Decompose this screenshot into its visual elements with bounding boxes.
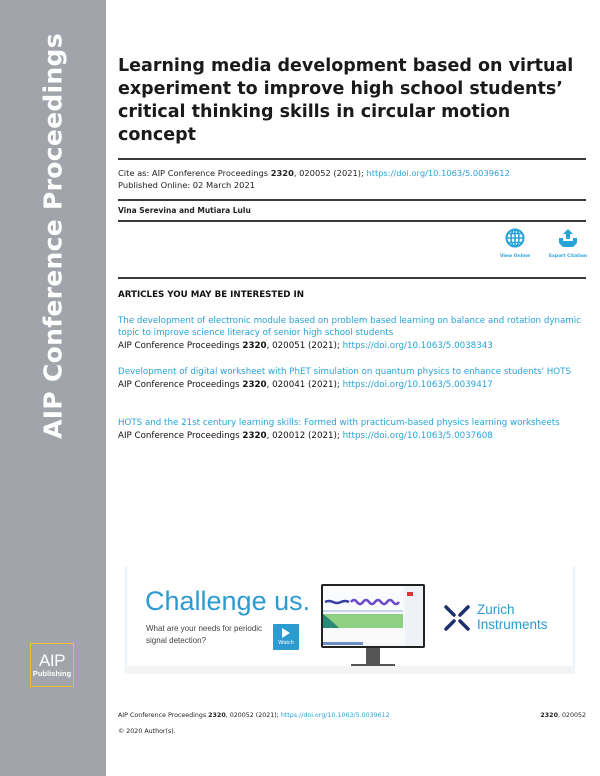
related-article-ref bbox=[118, 430, 586, 443]
related-article bbox=[118, 417, 586, 443]
play-icon bbox=[282, 628, 290, 638]
published-date: Published Online: 02 March 2021 bbox=[118, 180, 256, 190]
citation-block bbox=[118, 167, 510, 191]
related-article bbox=[118, 366, 586, 392]
ref-doi-link[interactable]: https://doi.org/10.1063/5.0039417 bbox=[342, 380, 493, 390]
ref-suffix: , 020041 (2021); bbox=[266, 380, 343, 390]
ref-prefix: AIP Conference Proceedings bbox=[118, 431, 243, 441]
signal-plot-graphic bbox=[323, 586, 423, 646]
copyright: © 2020 Author(s). bbox=[118, 728, 176, 735]
globe-icon bbox=[505, 228, 525, 248]
ref-doi-link[interactable]: https://doi.org/10.1063/5.0037608 bbox=[342, 431, 493, 441]
watch-button[interactable] bbox=[273, 624, 299, 650]
logo-aip-text: AIP bbox=[39, 650, 65, 670]
cite-line bbox=[118, 167, 510, 179]
authors: Vina Serevina and Mutiara Lulu bbox=[118, 206, 251, 215]
ad-question: What are your needs for periodic signal detection? bbox=[146, 624, 263, 645]
page-suffix: , 020052 bbox=[557, 712, 586, 719]
ad-headline: Challenge us. bbox=[145, 586, 311, 616]
page-number bbox=[540, 712, 586, 719]
ref-suffix: , 020051 (2021); bbox=[266, 341, 343, 351]
view-online-label: View Online bbox=[499, 254, 531, 259]
ref-suffix: , 020012 (2021); bbox=[266, 431, 343, 441]
related-article bbox=[118, 315, 586, 353]
advertisement-banner[interactable] bbox=[125, 566, 575, 666]
logo-publishing-text: Publishing bbox=[32, 668, 72, 678]
ref-volume: 2320 bbox=[242, 380, 267, 390]
export-icon bbox=[557, 228, 579, 248]
brand-line-1: Zurich bbox=[477, 602, 515, 617]
footer-volume: 2320 bbox=[208, 712, 226, 719]
page-volume: 2320 bbox=[540, 712, 558, 719]
related-article-title-link[interactable]: HOTS and the 21st century learning skills: Formed with practicum-based physics learning worksheets bbox=[118, 418, 560, 428]
journal-name: AIP Conference Proceedings bbox=[38, 33, 68, 439]
export-citation-label: Export Citation bbox=[548, 254, 588, 259]
cite-doi-link[interactable]: https://doi.org/10.1063/5.0039612 bbox=[366, 168, 510, 178]
related-articles-heading: ARTICLES YOU MAY BE INTERESTED IN bbox=[118, 290, 305, 300]
cite-prefix: Cite as: AIP Conference Proceedings bbox=[118, 168, 271, 178]
ref-prefix: AIP Conference Proceedings bbox=[118, 341, 243, 351]
related-article-ref bbox=[118, 340, 586, 353]
aip-publishing-logo[interactable] bbox=[30, 643, 74, 687]
ad-bottom-strip bbox=[125, 666, 575, 674]
divider bbox=[118, 199, 586, 201]
footer-suffix: , 020052 (2021); bbox=[225, 712, 281, 719]
cite-volume: 2320 bbox=[270, 168, 294, 178]
sidebar bbox=[0, 0, 106, 776]
monitor-screen bbox=[321, 584, 425, 648]
monitor-stand bbox=[366, 648, 380, 664]
paper-title: Learning media development based on virtual experiment to improve high school students’ critical thinking skills in circular motion concept bbox=[118, 56, 574, 145]
cite-suffix: , 020052 (2021); bbox=[293, 168, 367, 178]
footer-prefix: AIP Conference Proceedings bbox=[118, 712, 209, 719]
brand-line-2: Instruments bbox=[477, 617, 548, 632]
monitor-image bbox=[321, 584, 425, 674]
divider bbox=[118, 158, 586, 160]
divider bbox=[118, 277, 586, 279]
related-article-title-link[interactable]: The development of electronic module based on problem based learning on balance and rotation dynamic topic to improve science literacy of senior high school students bbox=[118, 316, 581, 338]
ref-prefix: AIP Conference Proceedings bbox=[118, 380, 243, 390]
zurich-instruments-logo-icon bbox=[443, 604, 471, 632]
related-article-ref bbox=[118, 379, 586, 392]
view-online-button[interactable] bbox=[493, 228, 537, 259]
related-article-title-link[interactable]: Development of digital worksheet with PhET simulation on quantum physics to enhance students' HOTS bbox=[118, 367, 571, 377]
ref-doi-link[interactable]: https://doi.org/10.1063/5.0038343 bbox=[342, 341, 493, 351]
divider bbox=[118, 220, 586, 222]
footer-doi-link[interactable]: https://doi.org/10.1063/5.0039612 bbox=[280, 712, 390, 719]
ref-volume: 2320 bbox=[242, 341, 267, 351]
ref-volume: 2320 bbox=[242, 431, 267, 441]
footer-citation bbox=[118, 712, 586, 719]
watch-label: Watch bbox=[278, 640, 294, 646]
export-citation-button[interactable] bbox=[546, 228, 590, 259]
zurich-instruments-brand bbox=[477, 602, 548, 632]
